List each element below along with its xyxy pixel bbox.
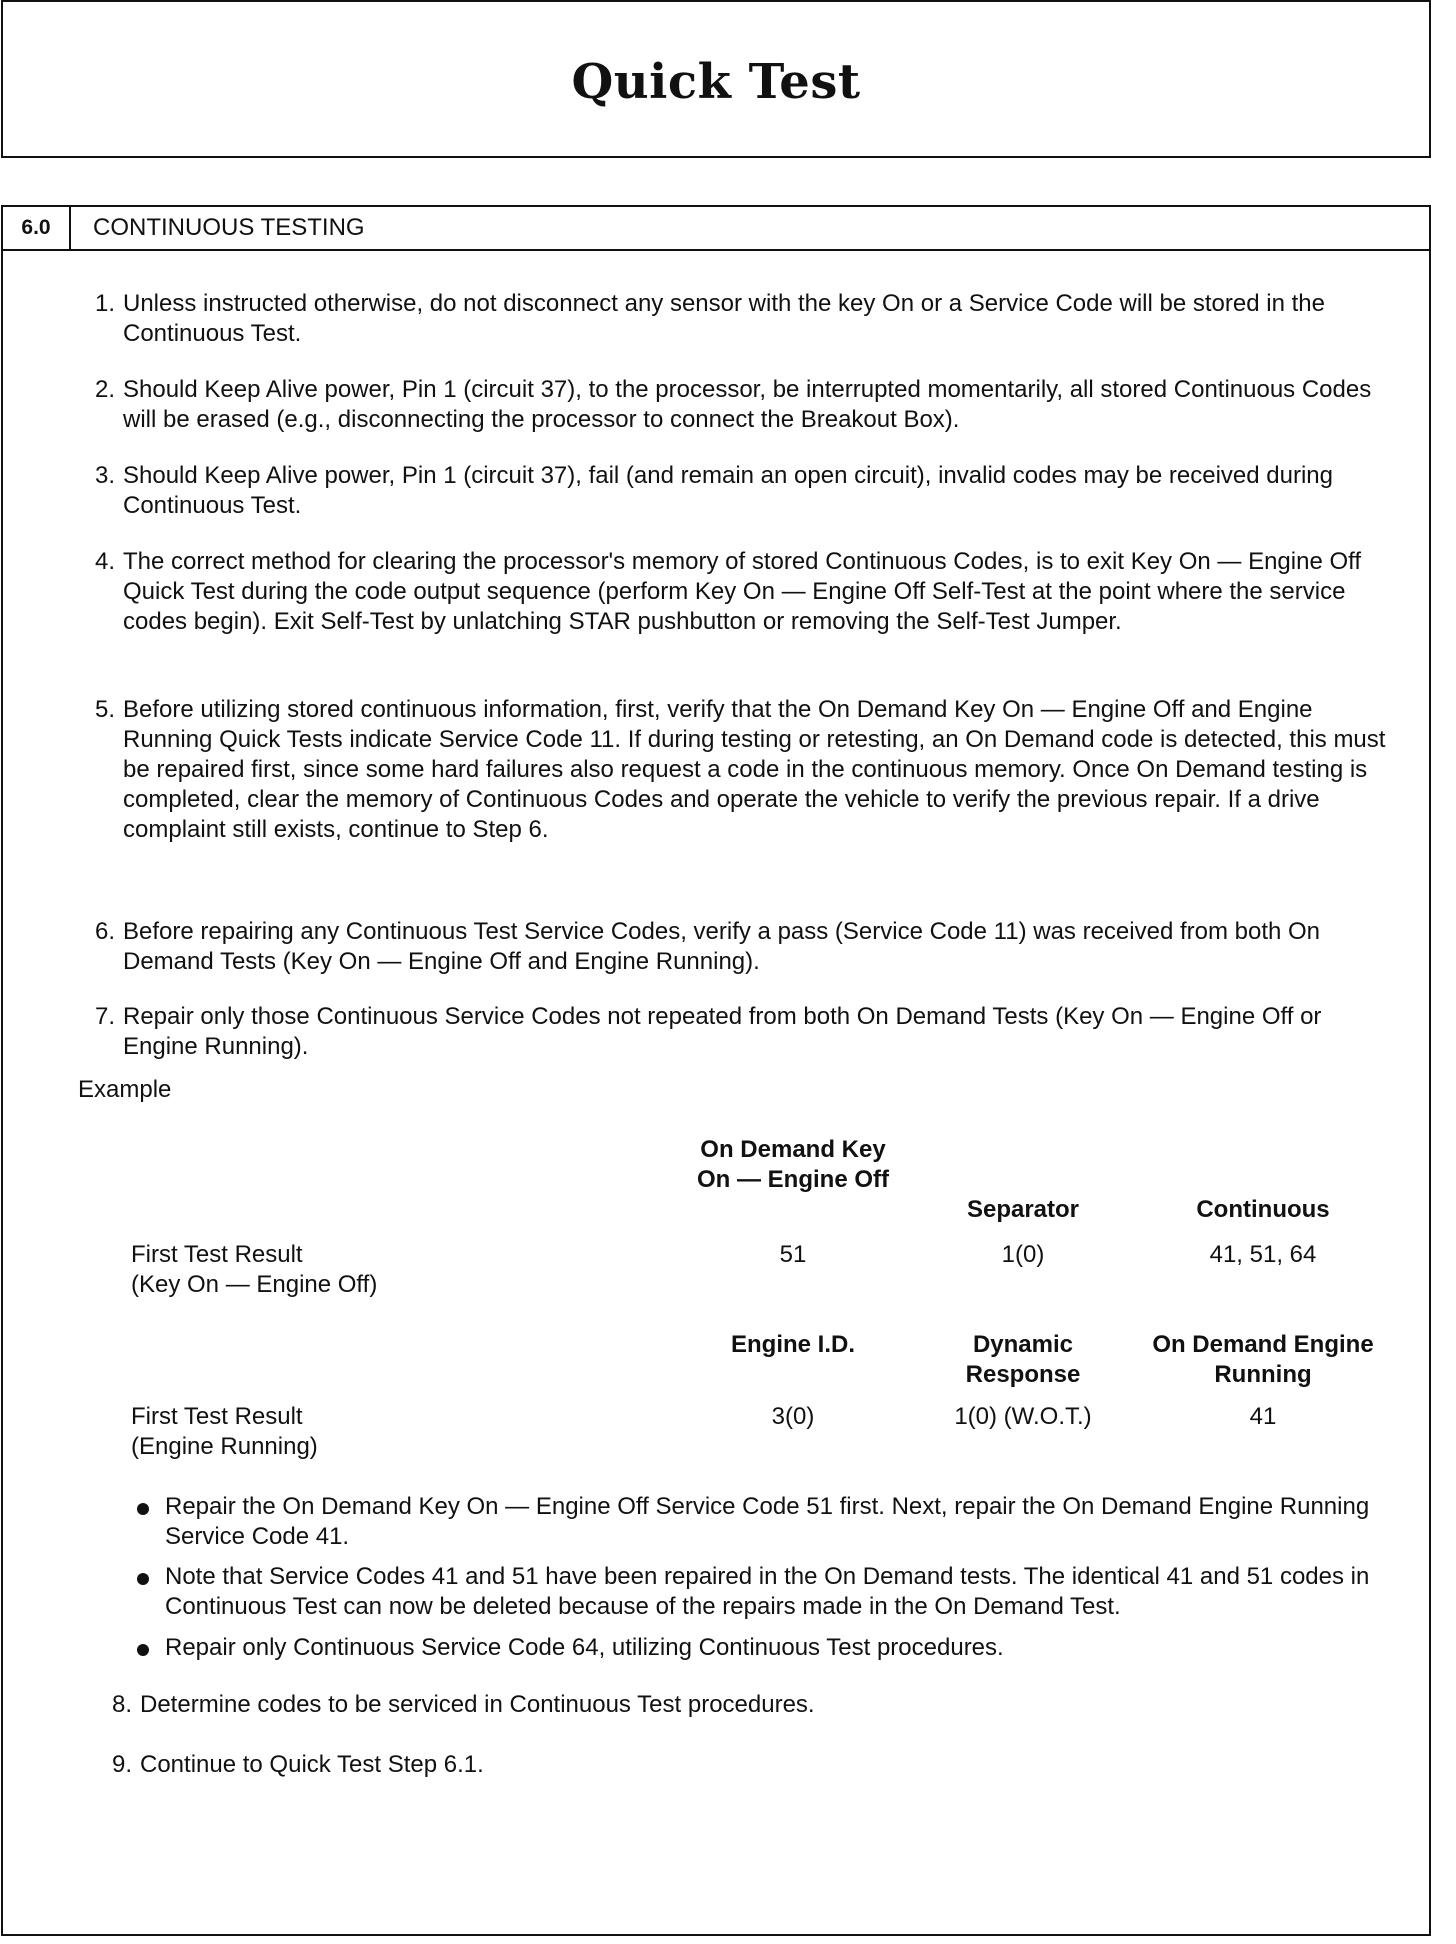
- item-number: 4.: [94, 548, 115, 575]
- table1-header-continuous: Continuous: [1196, 1196, 1330, 1223]
- section-box: [1, 205, 1431, 1936]
- item-number: 3.: [94, 462, 115, 489]
- list-item: [111, 1750, 1393, 1780]
- table2-header-on-demand-running: On Demand Engine Running: [1152, 1331, 1374, 1388]
- item-text: Before repairing any Continuous Test Service Codes, verify a pass (Service Code 11) was received from both On Demand Tests (Key On — Engine Off and Engine Running).: [123, 918, 1321, 975]
- table2-value-dynamic-response: 1(0) (W.O.T.): [954, 1403, 1092, 1430]
- section-content: [3, 207, 1429, 1934]
- bullet-item: [165, 1633, 1390, 1663]
- bullet-text: Repair only Continuous Service Code 64, utilizing Continuous Test procedures.: [165, 1634, 1004, 1661]
- item-text: Repair only those Continuous Service Codes not repeated from both On Demand Tests (Key On — Engine Off or Engine Running).: [123, 1003, 1322, 1060]
- item-number: 5.: [94, 696, 115, 723]
- item-number: 6.: [94, 918, 115, 945]
- list-item: [94, 547, 1393, 637]
- bullet-dot: [137, 1644, 149, 1656]
- item-text: Determine codes to be serviced in Continuous Test procedures.: [140, 1691, 815, 1718]
- list-item: [111, 1690, 1393, 1720]
- bullet-text: Note that Service Codes 41 and 51 have been repaired in the On Demand tests. The identical 41 and 51 codes in Continuous Test can now be deleted because of the repairs made in the On Demand Test.: [165, 1563, 1370, 1620]
- bullet-text: Repair the On Demand Key On — Engine Off Service Code 51 first. Next, repair the On Demand Engine Running Service Code 41.: [165, 1493, 1370, 1550]
- item-text: Should Keep Alive power, Pin 1 (circuit 37), to the processor, be interrupted momentarily, all stored Continuous Codes will be erased (e.g., disconnecting the processor to connect the Breakout Box).: [123, 376, 1372, 433]
- page-title: Quick Test: [571, 54, 861, 110]
- section-number: 6.0: [3, 207, 71, 249]
- item-number: 7.: [94, 1003, 115, 1030]
- item-text: Unless instructed otherwise, do not disconnect any sensor with the key On or a Service Code will be stored in the Continuous Test.: [123, 290, 1325, 347]
- table2-value-engine-id: 3(0): [771, 1403, 815, 1430]
- item-number: 2.: [94, 376, 115, 403]
- page-title-box: [1, 0, 1431, 158]
- table2-header-engine-id: Engine I.D.: [730, 1331, 855, 1358]
- section-title: CONTINUOUS TESTING: [93, 214, 365, 241]
- list-item: [94, 917, 1393, 977]
- item-text: The correct method for clearing the processor's memory of stored Continuous Codes, is to exit Key On — Engine Off Quick Test during the code output sequence (perform Key On — Engine Off Self-Test at the point where the service codes begin). Exit Self-Test by unlatching STAR pushbutton or removing the Self-Test Jumper.: [123, 548, 1362, 635]
- table1-value-separator: 1(0): [1001, 1241, 1045, 1268]
- item-text: Continue to Quick Test Step 6.1.: [140, 1751, 484, 1778]
- bullet-item: [165, 1492, 1390, 1552]
- item-text: Should Keep Alive power, Pin 1 (circuit 37), fail (and remain an open circuit), invalid codes may be received during Continuous Test.: [123, 462, 1333, 519]
- table2-header-dynamic-response: Dynamic Response: [965, 1331, 1081, 1388]
- list-item: [94, 461, 1393, 521]
- example-label: Example: [78, 1076, 172, 1103]
- list-item: [94, 1002, 1393, 1062]
- item-number: 9.: [111, 1751, 132, 1778]
- bullet-dot: [137, 1503, 149, 1515]
- table1-value-continuous: 41, 51, 64: [1209, 1241, 1317, 1268]
- row-label-line1: First Test Result: [131, 1241, 303, 1268]
- row-label-line1: First Test Result: [131, 1403, 303, 1430]
- table1-header-separator: Separator: [966, 1196, 1080, 1223]
- table1-header-on-demand: On Demand Key On — Engine Off: [697, 1136, 889, 1193]
- item-text: Before utilizing stored continuous information, first, verify that the On Demand Key On — Engine Off and Engine Running Quick Tests indicate Service Code 11. If during testing or retesting, an On Demand code is detected, this must be repaired first, since some hard failures also request a code in the continuous memory. Once On Demand testing is completed, clear the memory of Continuous Codes and operate the vehicle to verify the previous repair. If a drive complaint still exists, continue to Step 6.: [123, 696, 1386, 843]
- table1-row-label: [131, 1240, 377, 1300]
- item-number: 1.: [94, 290, 115, 317]
- list-item: [94, 695, 1393, 845]
- row-label-line2: (Key On — Engine Off): [131, 1271, 378, 1298]
- row-label-line2: (Engine Running): [131, 1433, 318, 1460]
- item-number: 8.: [111, 1691, 132, 1718]
- table1-value-on-demand: 51: [779, 1241, 807, 1268]
- table2-value-on-demand-running: 41: [1249, 1403, 1277, 1430]
- list-item: [94, 375, 1393, 435]
- bullet-dot: [137, 1573, 149, 1585]
- bullet-item: [165, 1562, 1390, 1622]
- table2-row-label: [131, 1402, 318, 1462]
- list-item: [94, 289, 1393, 349]
